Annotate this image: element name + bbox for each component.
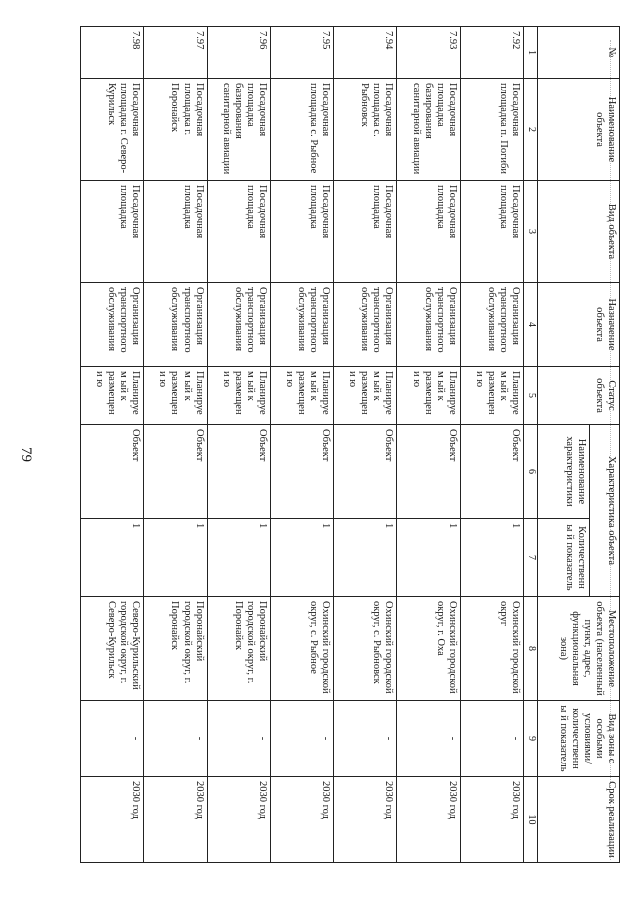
column-number: 6 xyxy=(524,425,538,519)
cell-num: 7.93 xyxy=(397,27,460,79)
cell-num: 7.98 xyxy=(81,27,144,79)
table-row xyxy=(207,27,270,863)
table-row xyxy=(270,27,333,863)
cell-zone: - xyxy=(460,701,523,777)
cell-status: Планируем ый к размещени ю xyxy=(397,367,460,425)
cell-num: 7.96 xyxy=(207,27,270,79)
cell-num: 7.92 xyxy=(460,27,523,79)
cell-location: Поронайский городской округ, г. Поронайск xyxy=(207,597,270,701)
cell-name: Посадочная площадка базирования санитарной авиации xyxy=(207,79,270,181)
cell-zone: - xyxy=(81,701,144,777)
table-row xyxy=(81,27,144,863)
column-number: 2 xyxy=(524,79,538,181)
cell-zone: - xyxy=(144,701,207,777)
header-status: Статус объекта xyxy=(538,367,620,425)
cell-location: Охинский городской округ, г. Оха xyxy=(397,597,460,701)
cell-num: 7.97 xyxy=(144,27,207,79)
header-purpose: Назначение объекта xyxy=(538,283,620,367)
cell-num: 7.94 xyxy=(334,27,397,79)
header-name: Наименование объекта xyxy=(538,79,620,181)
cell-char-value: 1 xyxy=(460,519,523,597)
cell-char-value: 1 xyxy=(397,519,460,597)
cell-type: Посадочная площадка xyxy=(460,181,523,283)
rotated-page xyxy=(80,26,620,862)
header-num: № xyxy=(538,27,620,79)
header-term: Срок реализации xyxy=(538,777,620,863)
cell-char-name: Объект xyxy=(81,425,144,519)
cell-purpose: Организация транспортного обслуживания xyxy=(460,283,523,367)
column-number: 3 xyxy=(524,181,538,283)
cell-status: Планируем ый к размещени ю xyxy=(81,367,144,425)
cell-type: Посадочная площадка xyxy=(144,181,207,283)
cell-purpose: Организация транспортного обслуживания xyxy=(397,283,460,367)
cell-term: 2030 год xyxy=(144,777,207,863)
column-number: 7 xyxy=(524,519,538,597)
cell-zone: - xyxy=(334,701,397,777)
table-row xyxy=(397,27,460,863)
column-number: 4 xyxy=(524,283,538,367)
cell-char-name: Объект xyxy=(207,425,270,519)
cell-num: 7.95 xyxy=(270,27,333,79)
cell-char-value: 1 xyxy=(270,519,333,597)
cell-type: Посадочная площадка xyxy=(270,181,333,283)
cell-term: 2030 год xyxy=(81,777,144,863)
cell-term: 2030 год xyxy=(270,777,333,863)
column-number: 5 xyxy=(524,367,538,425)
cell-name: Посадочная площадка г. Северо-Курильск xyxy=(81,79,144,181)
cell-char-name: Объект xyxy=(270,425,333,519)
cell-location: Охинский городской округ, с. Рыбновск xyxy=(334,597,397,701)
cell-location: Охинский городской округ xyxy=(460,597,523,701)
header-zone: Вид зоны с особыми условиями/ количественны й показатель xyxy=(538,701,620,777)
cell-purpose: Организация транспортного обслуживания xyxy=(81,283,144,367)
column-number-row xyxy=(524,27,538,863)
cell-location: Северо-Курильский городской округ, г. Северо-Курильск xyxy=(81,597,144,701)
cell-status: Планируем ый к размещени ю xyxy=(460,367,523,425)
cell-char-name: Объект xyxy=(460,425,523,519)
cell-zone: - xyxy=(207,701,270,777)
cell-purpose: Организация транспортного обслуживания xyxy=(334,283,397,367)
cell-char-name: Объект xyxy=(334,425,397,519)
table-row xyxy=(460,27,523,863)
cell-char-value: 1 xyxy=(144,519,207,597)
table-row xyxy=(144,27,207,863)
header-type: Вид объекта xyxy=(538,181,620,283)
cell-char-name: Объект xyxy=(397,425,460,519)
cell-type: Посадочная площадка xyxy=(397,181,460,283)
cell-type: Посадочная площадка xyxy=(334,181,397,283)
cell-status: Планируем ый к размещени ю xyxy=(270,367,333,425)
column-number: 1 xyxy=(524,27,538,79)
page-number: 79 xyxy=(18,447,34,462)
cell-char-value: 1 xyxy=(81,519,144,597)
cell-purpose: Организация транспортного обслуживания xyxy=(207,283,270,367)
column-number: 10 xyxy=(524,777,538,863)
cell-location: Поронайский городской округ, г. Поронайск xyxy=(144,597,207,701)
cell-status: Планируем ый к размещени ю xyxy=(334,367,397,425)
cell-name: Посадочная площадка п. Погиби xyxy=(460,79,523,181)
header-characteristics: Характеристика объекта xyxy=(590,425,620,597)
cell-name: Посадочная площадка с. Рыбновск xyxy=(334,79,397,181)
column-number: 9 xyxy=(524,701,538,777)
cell-status: Планируем ый к размещени ю xyxy=(207,367,270,425)
header-char-value: Количественны й показатель xyxy=(538,519,590,597)
cell-purpose: Организация транспортного обслуживания xyxy=(270,283,333,367)
column-number: 8 xyxy=(524,597,538,701)
header-row xyxy=(590,27,620,863)
cell-zone: - xyxy=(270,701,333,777)
cell-zone: - xyxy=(397,701,460,777)
cell-name: Посадочная площадка базирования санитарной авиации xyxy=(397,79,460,181)
table-row xyxy=(334,27,397,863)
cell-term: 2030 год xyxy=(460,777,523,863)
cell-term: 2030 год xyxy=(334,777,397,863)
planned-objects-table xyxy=(80,26,620,863)
cell-type: Посадочная площадка xyxy=(207,181,270,283)
cell-location: Охинский городской округ, с. Рыбное xyxy=(270,597,333,701)
cell-char-value: 1 xyxy=(334,519,397,597)
cell-type: Посадочная площадка xyxy=(81,181,144,283)
cell-char-value: 1 xyxy=(207,519,270,597)
cell-name: Посадочная площадка с. Рыбное xyxy=(270,79,333,181)
cell-purpose: Организация транспортного обслуживания xyxy=(144,283,207,367)
cell-term: 2030 год xyxy=(397,777,460,863)
cell-char-name: Объект xyxy=(144,425,207,519)
header-char-name: Наименование характеристики xyxy=(538,425,590,519)
cell-name: Посадочная площадка г. Поронайск xyxy=(144,79,207,181)
cell-term: 2030 год xyxy=(207,777,270,863)
cell-status: Планируем ый к размещени ю xyxy=(144,367,207,425)
header-location: Местоположение объекта (населенный пункт, адрес, функциональная зона) xyxy=(538,597,620,701)
